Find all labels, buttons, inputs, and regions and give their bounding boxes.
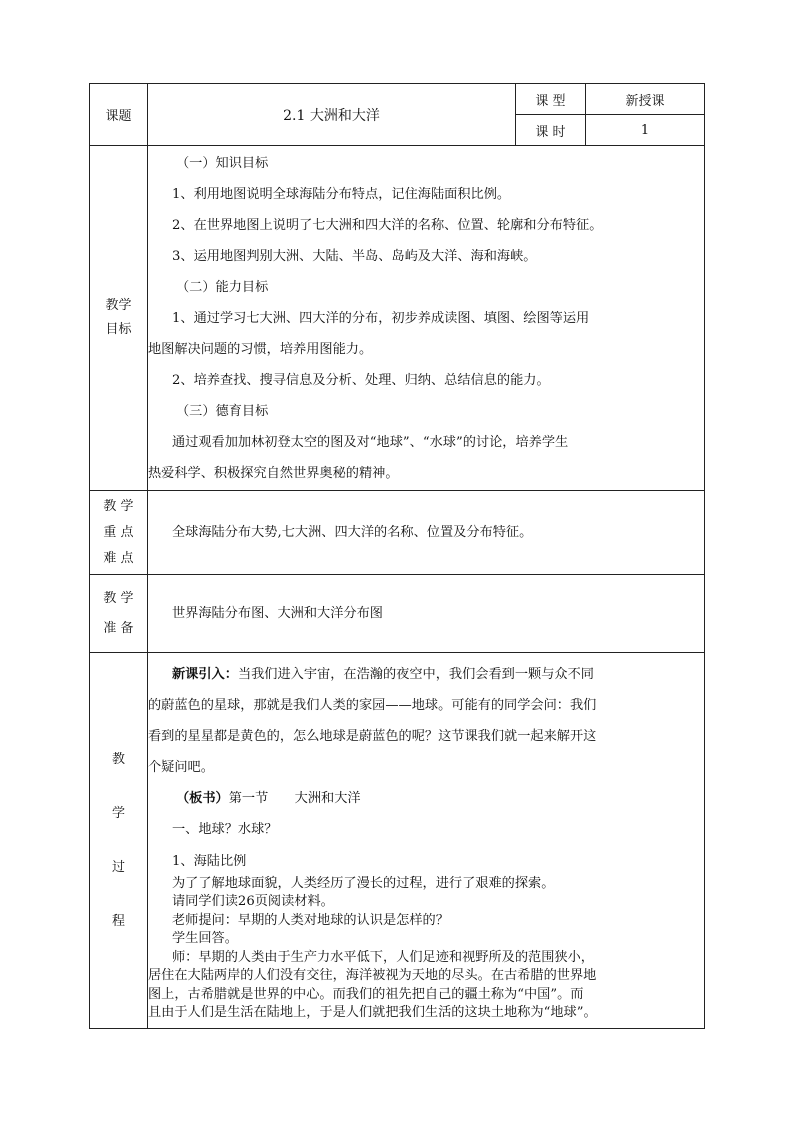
process-line: 且由于人们是生活在陆地上，于是人们就把我们生活的这块土地称为“地球”。 — [148, 1005, 597, 1020]
intro-line: 看到的星星都是黄色的，怎么地球是蔚蓝色的呢？这节课我们就一起来解开这 — [148, 728, 597, 744]
sub-heading: 1、海陆比例 — [172, 853, 247, 869]
key-points-label-line: 难 点 — [103, 550, 134, 566]
process-line: 师：早期的人类由于生产力水平低下，人们足迹和视野所及的范围狭小， — [172, 949, 594, 965]
ability-heading: （二）能力目标 — [176, 279, 269, 295]
topic-label: 课题 — [90, 84, 148, 146]
board-line — [148, 783, 704, 814]
goals-content — [148, 146, 705, 491]
key-points-label-line: 重 点 — [103, 524, 134, 540]
goals-label — [90, 146, 148, 491]
hours-value: 1 — [586, 115, 705, 146]
intro-line — [148, 659, 704, 690]
goal-item: 1、利用地图说明全球海陆分布特点，记住海陆面积比例。 — [172, 186, 511, 202]
goal-item: 1、通过学习七大洲、四大洋的分布，初步养成读图、填图、绘图等运用 — [172, 310, 590, 326]
moral-heading: （三）德育目标 — [176, 403, 269, 419]
board-heading: （板书） — [176, 790, 229, 806]
preparation-label-line: 准 备 — [103, 620, 134, 636]
hours-label: 课 时 — [516, 115, 586, 146]
process-label-line: 过 — [111, 859, 125, 875]
goals-label-line: 目标 — [105, 322, 132, 337]
lesson-title: 2.1 大洲和大洋 — [148, 84, 516, 146]
preparation-content — [148, 575, 705, 653]
process-line: 图上，古希腊就是世界的中心。而我们的祖先把自己的疆土称为“中国”。而 — [148, 986, 584, 1002]
key-points-text: 全球海陆分布大势,七大洲、四大洋的名称、位置及分布特征。 — [172, 525, 533, 540]
goal-item: 2、在世界地图上说明了七大洲和四大洋的名称、位置、轮廓和分布特征。 — [172, 217, 603, 233]
type-label: 课 型 — [516, 84, 586, 115]
key-points-label-line: 教 学 — [103, 498, 134, 514]
goal-item: 3、运用地图判别大洲、大陆、半岛、岛屿及大洋、海和海峡。 — [172, 248, 537, 264]
goal-item: 地图解决问题的习惯，培养用图能力。 — [148, 341, 373, 357]
goals-label-line: 教学 — [105, 298, 132, 313]
intro-line: 个疑问吧。 — [148, 759, 214, 775]
process-line: 为了了解地球面貌，人类经历了漫长的过程，进行了艰难的探索。 — [172, 875, 555, 891]
preparation-text: 世界海陆分布图、大洲和大洋分布图 — [172, 606, 383, 621]
type-value: 新授课 — [586, 84, 705, 115]
process-label-line: 程 — [111, 913, 125, 929]
preparation-label-line: 教 学 — [103, 590, 134, 606]
goal-item: 2、培养查找、搜寻信息及分析、处理、归纳、总结信息的能力。 — [172, 372, 550, 388]
lesson-plan-table — [89, 83, 705, 1029]
process-content — [148, 653, 705, 1029]
goal-item: 热爱科学、积极探究自然世界奥秘的精神。 — [148, 465, 399, 481]
goal-item: 通过观看加加林初登太空的图及对“地球”、“水球”的讨论，培养学生 — [172, 434, 569, 450]
process-line: 学生回答。 — [172, 931, 238, 946]
process-label — [90, 653, 148, 1029]
board-text: 第一节 大洲和大洋 — [228, 790, 361, 806]
process-line: 老师提问：早期的人类对地球的认识是怎样的？ — [172, 912, 449, 928]
dense-text-block — [148, 875, 704, 1023]
process-line: 请同学们读26页阅读材料。 — [172, 894, 334, 909]
key-points-label — [90, 491, 148, 575]
process-label-line: 学 — [111, 805, 125, 821]
preparation-label — [90, 575, 148, 653]
intro-line: 的蔚蓝色的星球，那就是我们人类的家园——地球。可能有的同学会问：我们 — [148, 697, 597, 713]
intro-heading: 新课引入： — [172, 666, 238, 682]
process-label-line: 教 — [111, 751, 125, 767]
process-line: 居住在大陆两岸的人们没有交往，海洋被视为天地的尽头。在古希腊的世界地 — [148, 968, 597, 983]
knowledge-heading: （一）知识目标 — [176, 155, 269, 171]
section-heading: 一、地球？水球？ — [172, 821, 278, 837]
intro-text: 当我们进入宇宙，在浩瀚的夜空中，我们会看到一颗与众不同 — [237, 666, 594, 682]
key-points-content — [148, 491, 705, 575]
